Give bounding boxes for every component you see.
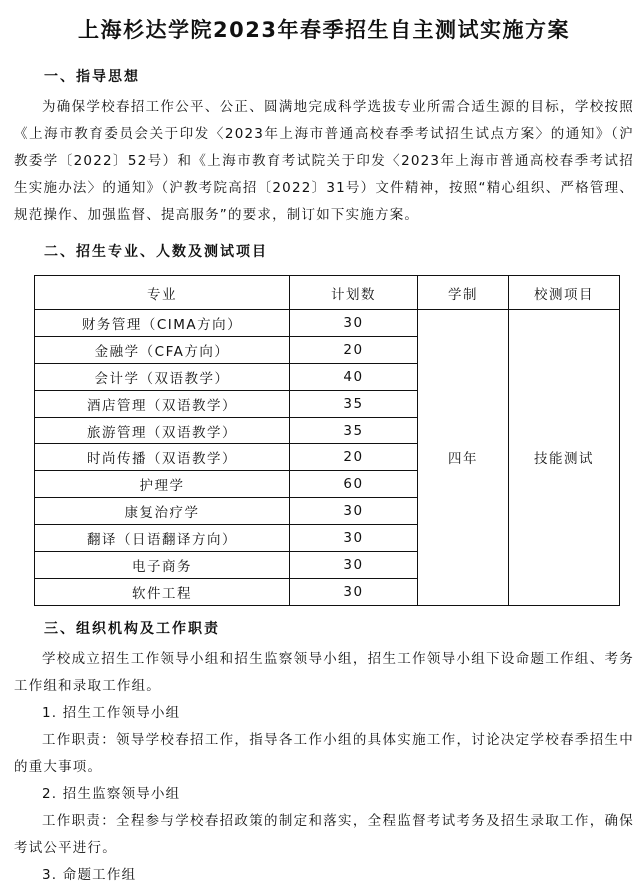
cell-major: 会计学（双语教学） xyxy=(35,363,290,390)
cell-plan: 30 xyxy=(290,310,418,337)
section-heading-majors: 二、招生专业、人数及测试项目 xyxy=(44,244,268,260)
cell-plan: 35 xyxy=(290,390,418,417)
group-duty-supervision: 工作职责：全程参与学校春招政策的制定和落实，全程监督考试考务及招生录取工作，确保考试公平进行。 xyxy=(14,812,634,856)
cell-major: 酒店管理（双语教学） xyxy=(35,390,290,417)
cell-duration: 四年 xyxy=(418,310,509,606)
cell-plan: 30 xyxy=(290,578,418,605)
guiding-ideology-paragraph: 为确保学校春招工作公平、公正、圆满地完成科学选拔专业所需合适生源的目标，学校按照《上海市教育委员会关于印发〈2023年上海市普通高校春季考试招生试点方案〉的通知》（沪教委学〔2022〕52号）和《上海市教育考试院关于印发〈2023年上海市普通高校春季考试招生实施办法〉的通知》（沪教考院高招〔2022〕31号）文件精神，按照“精心组织、严格管理、规范操作、加强监督、提高服务”的要求，制订如下实施方案。 xyxy=(14,99,634,223)
group-title-proposition: 3. 命题工作组 xyxy=(42,866,137,883)
table-header-row xyxy=(35,276,620,310)
cell-major: 护理学 xyxy=(35,471,290,498)
header-plan: 计划数 xyxy=(290,276,418,310)
header-test-item: 校测项目 xyxy=(509,276,620,310)
cell-plan: 35 xyxy=(290,417,418,444)
organization-intro-paragraph: 学校成立招生工作领导小组和招生监察领导小组，招生工作领导小组下设命题工作组、考务工作组和录取工作组。 xyxy=(14,650,634,694)
cell-major: 旅游管理（双语教学） xyxy=(35,417,290,444)
cell-plan: 30 xyxy=(290,525,418,552)
cell-major: 时尚传播（双语教学） xyxy=(35,444,290,471)
header-major: 专业 xyxy=(35,276,290,310)
cell-plan: 30 xyxy=(290,498,418,525)
cell-major: 财务管理（CIMA方向） xyxy=(35,310,290,337)
cell-major: 金融学（CFA方向） xyxy=(35,336,290,363)
group-title-leadership: 1. 招生工作领导小组 xyxy=(42,704,181,721)
majors-table xyxy=(34,275,620,606)
cell-plan: 20 xyxy=(290,336,418,363)
cell-major: 康复治疗学 xyxy=(35,498,290,525)
cell-major: 电子商务 xyxy=(35,552,290,579)
section-heading-guiding-ideology: 一、指导思想 xyxy=(44,69,140,85)
cell-plan: 60 xyxy=(290,471,418,498)
document-title: 上海杉达学院2023年春季招生自主测试实施方案 xyxy=(78,18,570,42)
section-heading-organization: 三、组织机构及工作职责 xyxy=(44,620,220,637)
header-duration: 学制 xyxy=(418,276,509,310)
group-duty-leadership: 工作职责：领导学校春招工作，指导各工作小组的具体实施工作，讨论决定学校春季招生中的重大事项。 xyxy=(14,731,634,775)
cell-plan: 40 xyxy=(290,363,418,390)
table-row xyxy=(35,310,620,337)
cell-plan: 20 xyxy=(290,444,418,471)
cell-major: 翻译（日语翻译方向） xyxy=(35,525,290,552)
cell-plan: 30 xyxy=(290,552,418,579)
cell-test-item: 技能测试 xyxy=(509,310,620,606)
group-title-supervision: 2. 招生监察领导小组 xyxy=(42,785,181,802)
cell-major: 软件工程 xyxy=(35,578,290,605)
